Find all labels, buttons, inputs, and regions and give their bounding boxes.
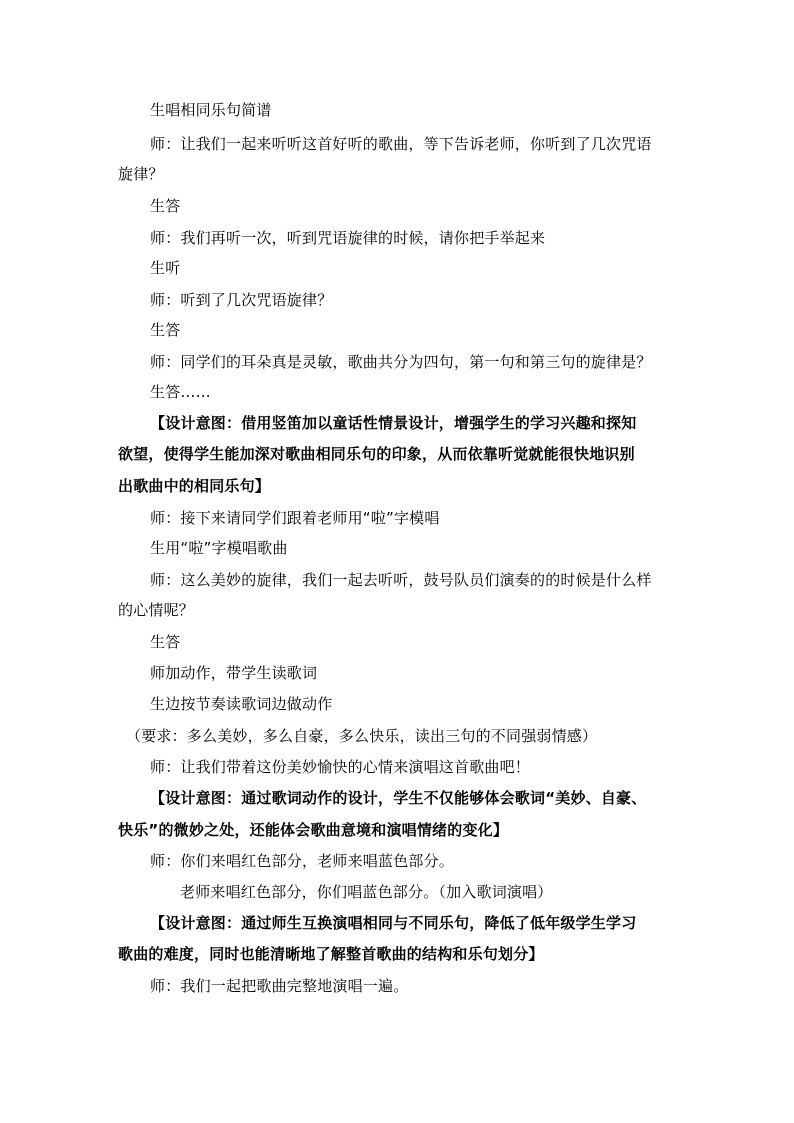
design-intent-line: 欲望，使得学生能加深对歌曲相同乐句的印象，从而依靠听觉就能很快地识别 bbox=[118, 445, 635, 463]
paragraph-line: 师：我们再听一次，听到咒语旋律的时候，请你把手举起来 bbox=[150, 229, 546, 247]
paragraph-line: 旋律？ bbox=[118, 165, 164, 183]
design-intent-line: 出歌曲中的相同乐句】 bbox=[118, 477, 271, 495]
paragraph-line: 师加动作，带学生读歌词 bbox=[150, 664, 318, 682]
paragraph-line: 的心情呢？ bbox=[118, 601, 195, 619]
design-intent-line: 【设计意图：借用竖笛加以童话性情景设计，增强学生的学习兴趣和探知 bbox=[150, 414, 637, 432]
paragraph-line: 生答 bbox=[150, 197, 181, 215]
paragraph-line: 师：这么美妙的旋律，我们一起去听听，鼓号队员们演奏的的时候是什么样 bbox=[150, 571, 652, 589]
paragraph-line: 师：同学们的耳朵真是灵敏，歌曲共分为四句，第一句和第三句的旋律是？ bbox=[150, 353, 652, 371]
design-intent-line: 【设计意图：通过师生互换演唱相同与不同乐句，降低了低年级学生学习 bbox=[150, 914, 637, 932]
paragraph-line: 生听 bbox=[150, 259, 181, 277]
paragraph-line: 师：听到了几次咒语旋律？ bbox=[150, 291, 333, 309]
paragraph-line: 师：让我们带着这份美妙愉快的心情来演唱这首歌曲吧！ bbox=[150, 758, 531, 776]
paragraph-line: 生答 bbox=[150, 321, 181, 339]
paragraph-line: 师：让我们一起来听听这首好听的歌曲，等下告诉老师，你听到了几次咒语 bbox=[150, 135, 652, 153]
paragraph-line: （要求：多么美妙，多么自豪，多么快乐，读出三句的不同强弱情感） bbox=[126, 727, 598, 745]
paragraph-line: 生唱相同乐句简谱 bbox=[150, 101, 272, 119]
paragraph-line: 生答 bbox=[150, 633, 181, 651]
paragraph-line: 师：你们来唱红色部分，老师来唱蓝色部分。 bbox=[150, 852, 455, 870]
design-intent-line: 歌曲的难度，同时也能清晰地了解整首歌曲的结构和乐句划分】 bbox=[118, 945, 544, 963]
paragraph-line: 师：接下来请同学们跟着老师用“啦”字模唱 bbox=[150, 509, 440, 527]
paragraph-line: 生答…… bbox=[150, 383, 211, 401]
design-intent-line: 【设计意图：通过歌词动作的设计，学生不仅能够体会歌词“美妙、自豪、 bbox=[150, 789, 647, 807]
design-intent-line: 快乐”的微妙之处，还能体会歌曲意境和演唱情绪的变化】 bbox=[118, 821, 509, 839]
paragraph-line: 生用“啦”字模唱歌曲 bbox=[150, 539, 288, 557]
paragraph-line: 师：我们一起把歌曲完整地演唱一遍。 bbox=[150, 977, 409, 995]
paragraph-line: 生边按节奏读歌词边做动作 bbox=[150, 695, 333, 713]
paragraph-line: 老师来唱红色部分，你们唱蓝色部分。（加入歌词演唱） bbox=[180, 883, 553, 901]
